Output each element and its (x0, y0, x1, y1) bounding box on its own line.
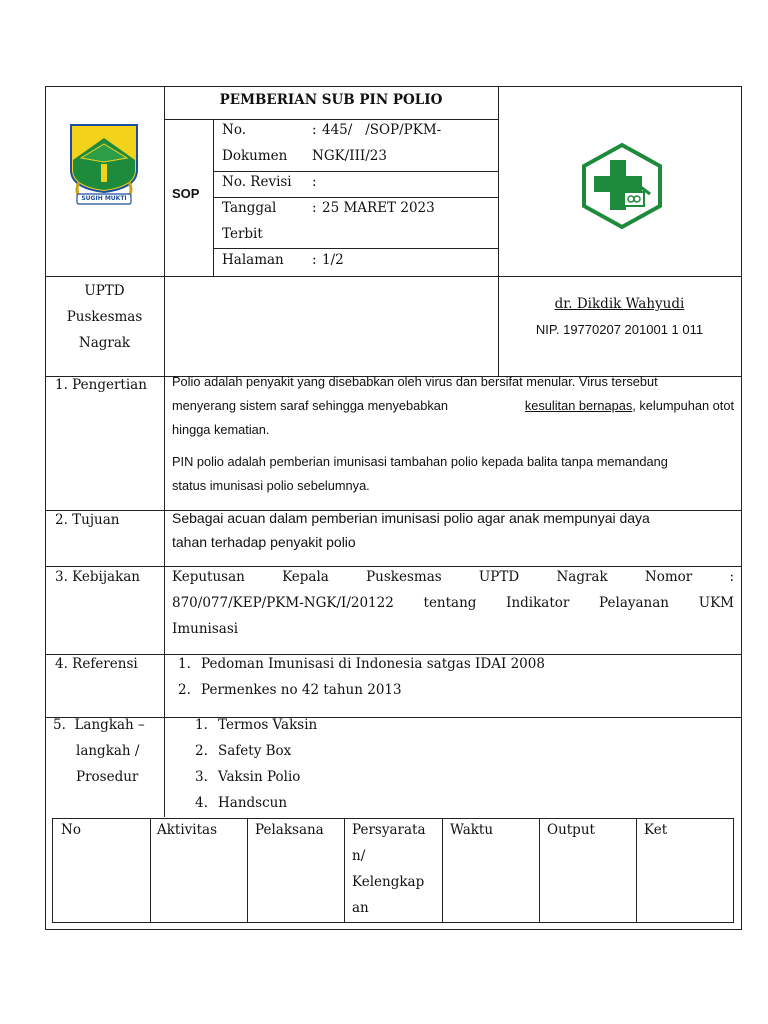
word: UPTD (478, 569, 520, 585)
word: Nagrak (556, 569, 608, 585)
procedure-item: Termos Vaksin (218, 717, 318, 733)
section-label-kebijakan: 3. Kebijakan (55, 569, 141, 585)
field-label: Dokumen (222, 148, 288, 164)
text-line: PIN polio adalah pemberian imunisasi tambahan polio kepada balita tanpa memandang (172, 454, 668, 469)
reference-item: Permenkes no 42 tahun 2013 (201, 682, 402, 698)
text-fragment: menyerang sistem saraf sehingga menyebabkan (172, 398, 449, 413)
field-separator: : (312, 122, 317, 138)
word: Keputusan (172, 569, 245, 585)
table-header-waktu: Waktu (450, 822, 494, 838)
text-line: Sebagai acuan dalam pemberian imunisasi polio agar anak mempunyai daya (172, 510, 650, 526)
signer-nip: NIP. 19770207 201001 1 011 (535, 322, 704, 337)
signer-name: dr. Dikdik Wahyudi (554, 296, 685, 312)
field-separator: : (312, 200, 317, 216)
list-number: 4. (195, 795, 208, 811)
word: : (729, 569, 734, 585)
field-label: Terbit (222, 226, 263, 242)
underlined-term: kesulitan bernapas (524, 398, 633, 413)
text-line: hingga kematian. (172, 422, 270, 437)
org-name-line: Nagrak (78, 335, 131, 351)
sop-label: SOP (172, 186, 200, 201)
procedure-item: Handscun (218, 795, 288, 811)
org-name-line: Puskesmas (66, 309, 143, 325)
text-fragment: , kelumpuhan otot (632, 398, 734, 413)
document-title: PEMBERIAN SUB PIN POLIO (219, 92, 443, 108)
org-name-line: UPTD (84, 283, 125, 299)
word: Pelayanan (599, 595, 669, 611)
tujuan-text (172, 506, 734, 554)
text-line (172, 564, 734, 590)
field-label: No. Revisi (222, 174, 292, 190)
field-value: 25 MARET 2023 (322, 200, 435, 216)
word: Indikator (506, 595, 570, 611)
pengertian-paragraph-1 (172, 370, 734, 442)
section-label-langkah: langkah / (76, 743, 140, 759)
reference-item: Pedoman Imunisasi di Indonesia satgas IDAI 2008 (201, 656, 545, 672)
section-label-langkah: Prosedur (76, 769, 139, 785)
table-header-persyaratan: n/ (352, 848, 366, 864)
field-separator: : (312, 252, 317, 268)
section-label-pengertian: 1. Pengertian (55, 377, 147, 393)
puskesmas-logo (580, 142, 664, 230)
section-label-tujuan: 2. Tujuan (55, 512, 120, 528)
word: Puskesmas (366, 569, 442, 585)
procedure-item: Vaksin Polio (218, 769, 301, 785)
procedure-item: Safety Box (218, 743, 292, 759)
field-label: No. (222, 122, 246, 138)
pengertian-paragraph-2 (172, 450, 734, 498)
kebijakan-text (172, 564, 734, 642)
table-header-aktivitas: Aktivitas (157, 822, 218, 838)
text-line (172, 394, 734, 418)
regency-crest-logo (67, 122, 141, 208)
list-number: 2. (195, 743, 208, 759)
word: Kepala (282, 569, 329, 585)
field-label: Halaman (222, 252, 284, 268)
field-value: 1/2 (322, 252, 344, 268)
list-number: 1. (178, 656, 191, 672)
field-label: Tanggal (222, 200, 277, 216)
crest-motto: SUGIH MUKTI (81, 195, 127, 202)
field-value: NGK/III/23 (312, 148, 387, 164)
list-number: 3. (195, 769, 208, 785)
field-value: 445/ /SOP/PKM- (322, 122, 442, 138)
list-number: 1. (195, 717, 208, 733)
table-header-persyaratan: Kelengkap (352, 874, 425, 890)
section-label-referensi: 4. Referensi (55, 656, 138, 672)
text-fragment (525, 394, 734, 418)
table-header-output: Output (547, 822, 595, 838)
table-header-persyaratan: an (352, 900, 369, 916)
table-header-persyaratan: Persyarata (352, 822, 426, 838)
table-header-ket: Ket (644, 822, 668, 838)
word: 870/077/KEP/PKM-NGK/I/20122 (172, 595, 394, 611)
text-line (172, 590, 734, 616)
text-line: tahan terhadap penyakit polio (172, 534, 356, 550)
table-header-no: No (61, 822, 81, 838)
word: Nomor (644, 569, 693, 585)
text-line: status imunisasi polio sebelumnya. (172, 478, 370, 493)
text-line: Polio adalah penyakit yang disebabkan oleh virus dan bersifat menular. Virus tersebut (172, 374, 658, 389)
table-header-pelaksana: Pelaksana (255, 822, 324, 838)
section-label-langkah: 5. Langkah – (53, 717, 145, 733)
list-number: 2. (178, 682, 191, 698)
text-line: Imunisasi (172, 621, 239, 637)
word: tentang (423, 595, 477, 611)
field-separator: : (312, 174, 317, 190)
word: UKM (698, 595, 734, 611)
